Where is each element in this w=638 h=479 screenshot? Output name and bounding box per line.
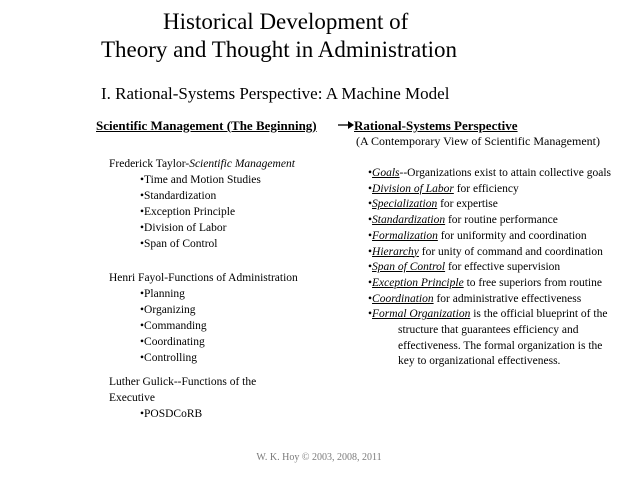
term-formal-organization: Formal Organization [372,308,471,321]
list-item: •POSDCoRB [140,408,203,420]
list-item: •Planning [140,288,185,300]
continuation-line: effectiveness. The formal organization is the [398,339,603,352]
list-item: •Commanding [140,320,207,332]
right-column-heading: Rational-Systems Perspective [354,118,518,133]
taylor-heading [109,156,295,172]
continuation-line: key to organizational effectiveness. [398,355,561,368]
list-item: •Coordination for administrative effectiveness [368,292,582,305]
slide-title-line-2: Theory and Thought in Administration [101,37,458,62]
right-column-subheading: (A Contemporary View of Scientific Management) [356,134,600,148]
taylor-emphasis: Scientific Management [189,158,295,170]
list-item: •Exception Principle [140,206,236,218]
copyright-footer: W. K. Hoy © 2003, 2008, 2011 [256,452,382,463]
section-heading: I. Rational-Systems Perspective: A Machine Model [101,84,450,103]
left-column-heading: Scientific Management (The Beginning) [96,118,317,133]
term-exception-principle: Exception Principle [372,276,464,289]
continuation-line: structure that guarantees efficiency and [398,324,579,337]
list-item: •Time and Motion Studies [140,174,261,186]
slide-title-line-1: Historical Development of [163,9,409,34]
list-item: •Hierarchy for unity of command and coordination [368,245,603,258]
taylor-group [109,156,295,252]
list-item: •Formal Organization is the official blueprint of the [368,308,608,321]
list-item: •Goals--Organizations exist to attain collective goals [368,167,612,179]
list-item: •Specialization for expertise [368,198,498,211]
taylor-name: Frederick Taylor- [109,158,190,170]
term-span-of-control: Span of Control [372,261,446,274]
gulick-heading-line-1: Luther Gulick--Functions of the [109,376,257,388]
fayol-heading: Henri Fayol-Functions of Administration [109,272,298,284]
gulick-heading-line-2: Executive [109,392,155,404]
list-item: •Span of Control for effective supervision [368,261,561,274]
list-item: •Division of Labor [140,222,227,234]
list-item: •Formalization for uniformity and coordination [368,229,587,242]
rational-systems-list [368,166,630,370]
term-hierarchy: Hierarchy [372,245,419,258]
gulick-group [109,374,256,422]
term-standardization: Standardization [372,214,446,227]
list-item: •Division of Labor for efficiency [368,182,519,195]
list-item: •Organizing [140,304,196,316]
list-item: •Standardization for routine performance [368,214,558,227]
list-item: •Span of Control [140,238,218,250]
list-item: •Controlling [140,352,198,364]
term-specialization: Specialization [372,198,438,211]
fayol-group [109,270,298,366]
list-item: •Exception Principle to free superiors from routine [368,276,602,289]
arrow-right-icon [338,118,354,132]
term-formalization: Formalization [372,229,438,242]
term-division-of-labor: Division of Labor [372,182,454,195]
term-coordination: Coordination [372,292,434,305]
list-item: •Coordinating [140,336,205,348]
list-item: •Standardization [140,190,217,202]
term-goals: Goals [372,167,400,179]
